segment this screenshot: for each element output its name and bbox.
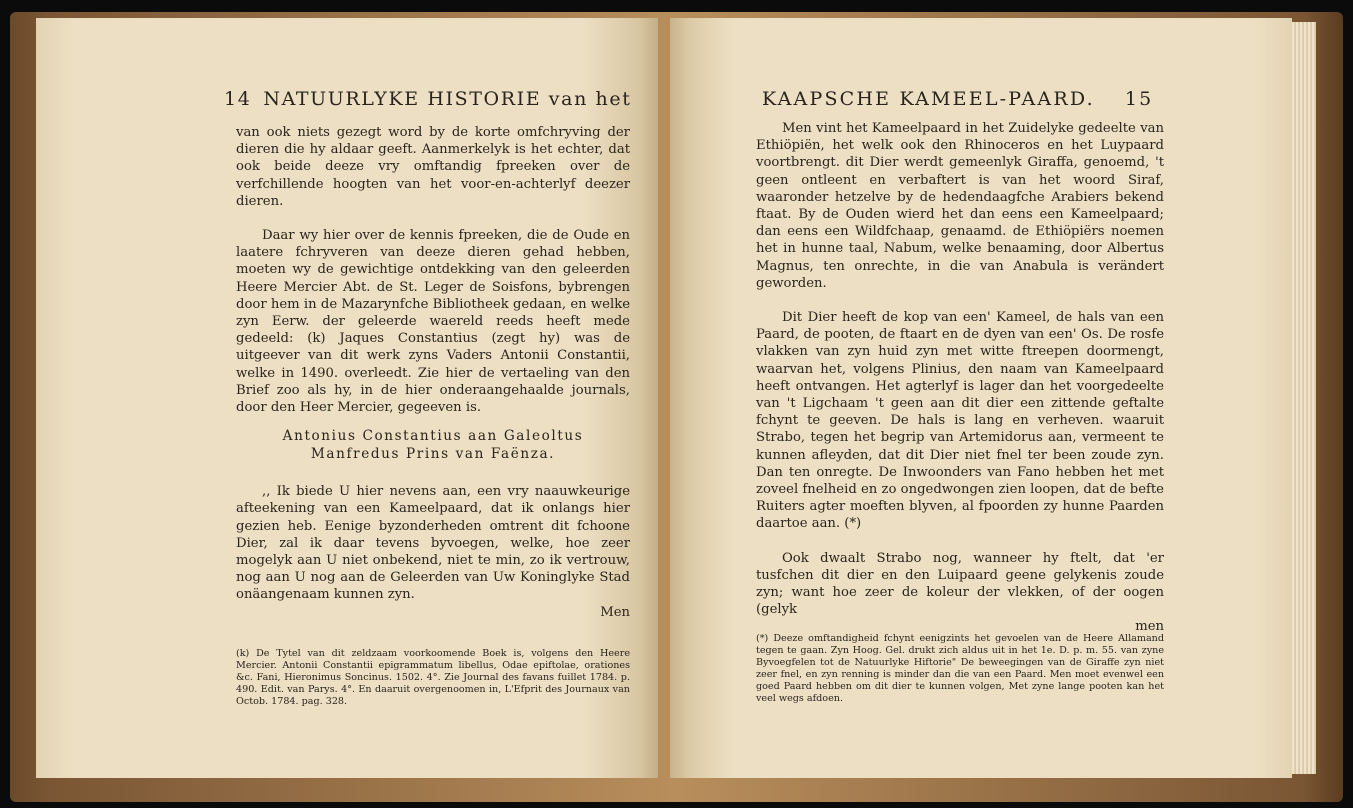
letter-heading-line: Antonius Constantius aan Galeoltus (282, 428, 584, 445)
footnote: (k) De Tytel van dit zeldzaam voorkoomende Boek is, volgens den Heere Mercier. Antonii Constantii epigrammatum libellus, Odae epiftolae, orationes &c. Fani, Hieronimus Soncinus. 1502. 4°. Zie Journal des favans fuillet 1784. p. 490. Edit. van Parys. 4°. En daaruit overgenoomen in, L'Efprit des Journaux van Octob. 1784. pag. 328. (236, 648, 630, 707)
paragraph: Daar wy hier over de kennis fpreeken, die de Oude en laatere fchryveren van deeze dieren gehad hebben, moeten wy de gewichtige ontdekking van den geleerden Heere Mercier Abt. de St. Leger de Soisfons, bybrengen door hem in de Mazarynfche Bibliotheek gedaan, en welke zyn Eerw. der geleerde waereld reeds heeft mede gedeeld: (k) Jaques Constantius (zegt hy) was de uitgeever van dit werk zyns Vaders Antonii Constantii, welke in 1490. overleedt. Zie hier de vertaeling van den Brief zoo als hy, in de hier onderaangehaalde journals, door den Heer Mercier, gegeeven is. (236, 228, 630, 416)
paragraph: van ook niets gezegt word by de korte omfchryving der dieren die hy aldaar geeft. Aanmerkelyk is het echter, dat ook beide deeze vry omftandig fpreeken over de verfchillende hoogten van het voor-en-achterlyf deezer dieren. (236, 125, 630, 209)
left-page (36, 18, 658, 778)
running-head-title: NATUURLYKE HISTORIE van het (263, 88, 632, 110)
running-head-title: KAAPSCHE KAMEEL-PAARD. (762, 88, 1095, 110)
right-footnote (756, 633, 1164, 705)
page-number: 15 (1124, 88, 1154, 110)
paragraph: Men vint het Kameelpaard in het Zuidelyke gedeelte van Ethiöpiën, het welk ook den Rhinoceros en het Luypaard voortbrengt. dit Dier werdt gemeenlyk Giraffa, genoemd, 't geen ontleent en verbaftert is van het woord Siraf, waaronder hetzelve by de hedendaagfche Arabiers bekend ftaat. By de Ouden wierd het dan eens een Kameelpaard; dan eens een Wildfchaap, genaamd. de Ethiöpiërs noemen het in hunne taal, Nabum, welke benaaming, door Albertus Magnus, ten onrechte, in die van Anabula is verändert geworden. (756, 121, 1164, 291)
letter-heading (236, 428, 630, 463)
left-body (236, 124, 630, 621)
paragraph: Ook dwaalt Strabo nog, wanneer hy ftelt, dat 'er tusfchen dit dier en den Luipaard geene gelykenis zoude zyn; want hoe zeer de koleur der vlekken, of der oogen (gelyk (756, 550, 1164, 618)
left-running-head (224, 88, 631, 110)
footnote: (*) Deeze omftandigheid fchynt eenigzints het gevoelen van de Heere Allamand tegen te gaan. Zyn Hoog. Gel. drukt zich aldus uit in het 1e. D. p. m. 55. van zyne Byvoegfelen tot de Natuurlyke Hiftorie" De beweegingen van de Giraffe zyn niet zeer fnel, en zyn renning is minder dan die van een Paard. Men moet evenwel een goed Paard hebben om dit dier te kunnen volgen, Met zyne lange pooten kan het veel wegs afdoen. (756, 633, 1164, 704)
letter-heading-line: Manfredus Prins van Faënza. (310, 445, 556, 462)
left-footnote (236, 648, 630, 708)
page-edges (1292, 22, 1316, 774)
catchword: men (1135, 619, 1164, 635)
right-running-head (762, 88, 1153, 110)
right-body (756, 120, 1164, 636)
paragraph: Dit Dier heeft de kop van een' Kameel, de hals van een Paard, de pooten, de ftaart en de dyen van een' Os. De rosfe vlakken van zyn huid zyn met witte ftreepen doormengt, waarvan het, volgens Plinius, den naam van Kameelpaard heeft ontvangen. Het agterlyf is lager dan het voorgedeelte van 't Ligchaam 't geen aan dit dier een zittende geftalte fchynt te geeven. De hals is lang en verheven. waaruit Strabo, tegen het begrip van Artemidorus aan, vermeent te kunnen afleyden, dat dit Dier niet fnel ter been zoude zyn. Dan ten onregte. De Inwoonders van Fano hebben het met zoveel fnelheid en zo ongedwongen zien loopen, dat de befte Ruiters agter moeften blyven, al fpoorden zy hunne Paarden daartoe aan. (*) (756, 310, 1164, 532)
right-page (670, 18, 1292, 778)
letter-paragraph: ,, Ik biede U hier nevens aan, een vry naauwkeurige afteekening van een Kameelpaard, dat ik onlangs hier gezien heb. Eenige byzonderheden omtrent dit fchoone Dier, zal ik daar tevens byvoegen, welke, hoe zeer mogelyk aan U niet onbekend, niet te min, zo ik vertrouw, nog aan U nog aan de Geleerden van Uw Koninglyke Stad onäangenaam kunnen zyn. (236, 484, 630, 603)
catchword: Men (600, 604, 630, 620)
page-number: 14 (224, 88, 252, 110)
